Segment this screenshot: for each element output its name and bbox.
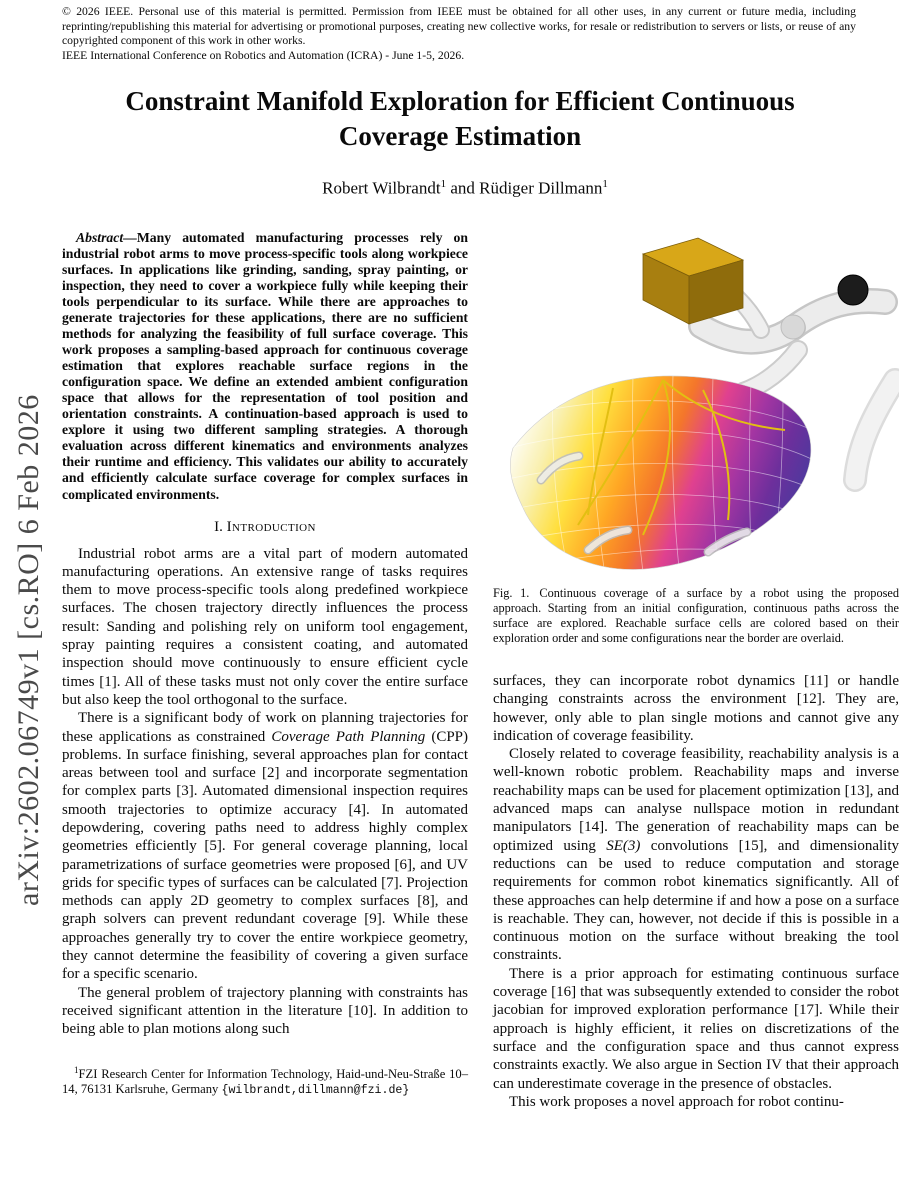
arxiv-id-text: arXiv:2602.06749v1 [cs.RO] 6 Feb 2026 <box>12 394 45 906</box>
two-column-body <box>62 230 899 1111</box>
intro-paragraph-2-pre: There is a significant body of work on planning trajectories for these applications as constrained <box>62 710 468 745</box>
related-work-paragraph-2-pre: Closely related to coverage feasibility, reachability analysis is a well-known robotic problem. Reachability maps and inverse reachability maps can be used for placement optimization [13], and advanced maps can analyse nullspace motion in redundant manipulators [14]. The generation of reachability maps can be optimized using <box>493 746 899 854</box>
intro-paragraph-2 <box>62 709 468 983</box>
abstract-paragraph <box>62 230 468 503</box>
footnote-text: FZI Research Center for Information Technology, Haid-und-Neu-Straße 10–14, 76131 Karlsruhe, Germany <box>62 1066 468 1097</box>
robot-joint <box>781 315 805 339</box>
affiliation-footnote <box>62 1065 468 1099</box>
intro-paragraph-3: The general problem of trajectory planning with constraints has received significant attention in the literature [10]. In addition to being able to plan motions along such <box>62 984 468 1038</box>
abstract-label: Abstract— <box>76 230 137 245</box>
paper-title: Constraint Manifold Exploration for Efficient Continuous Coverage Estimation <box>125 86 795 152</box>
copyright-block <box>62 5 856 64</box>
figure-1 <box>493 230 899 646</box>
section-number: I. <box>214 518 223 535</box>
intro-paragraph-1: Industrial robot arms are a vital part of modern automated manufacturing operations. An extensive range of tasks requires them to move process-specific tools along predefined workpiece surfaces. The chosen trajectory directly influences the process result: Sanding and polishing rely on uniform tool engagement, spray painting requires a consistent coating, and automated inspection should move continuously to ensure efficient cycle times [1]. All of these tasks must not only cover the entire surface but also keep the tool orthogonal to the surface. <box>62 545 468 708</box>
figure-1-caption <box>493 586 899 646</box>
right-column <box>493 230 899 1111</box>
related-work-paragraph-2-post: convolutions [15], and dimensionality reductions can be used to reduce computation and storage requirements for common robot kinematics significantly. All of these approaches can help determine if and how a pose on a surface is reachable. They can, however, not decide if this is possible in a continuous motion on the surface without breaking the tool constraints. <box>493 837 899 964</box>
copyright-notice: © 2026 IEEE. Personal use of this material is permitted. Permission from IEEE must be obtained for all other uses, in any current or future media, including reprinting/republishing this material for advertising or promotional purposes, creating new collective works, for resale or redistribution to servers or lists, or reuse of any copyrighted component of this work in other works. <box>62 5 856 48</box>
figure-1-image <box>493 230 899 580</box>
cpp-term-italic: Coverage Path Planning <box>271 728 426 745</box>
related-work-paragraph-4: This work proposes a novel approach for robot continu- <box>509 1093 844 1110</box>
figure-1-caption-text: Continuous coverage of a surface by a robot using the proposed approach. Starting from an initial configuration, continuous paths across the surface are explored. Reachable surface cells are colored based on their exploration order and some configurations near the border are overlaid. <box>493 586 899 645</box>
author-2-name: Rüdiger Dillmann <box>479 178 603 198</box>
coverage-surface-shape <box>510 376 811 570</box>
se3-math-term: SE(3) <box>606 837 641 854</box>
gold-box-shape <box>643 238 743 324</box>
author-line <box>62 178 868 199</box>
footnote-mark: 1 <box>74 1064 79 1075</box>
related-work-paragraph-3: There is a prior approach for estimating continuous surface coverage [16] that was subsequently extended to consider the robot jacobian for improved exploration performance [17]. While their approach is highly efficient, it relies on discretizations of the surface and the configuration space and thus cannot express constraints exactly. We also argue in Section IV that their approach can underestimate coverage in the presence of obstacles. <box>493 965 899 1092</box>
arxiv-watermark <box>12 394 46 906</box>
section-title: Introduction <box>226 518 316 535</box>
left-column <box>62 230 468 1099</box>
conference-line: IEEE International Conference on Robotics and Automation (ICRA) - June 1-5, 2026. <box>62 49 465 63</box>
related-work-paragraph-2 <box>493 745 899 965</box>
author-connector: and <box>446 178 480 198</box>
end-effector-joint <box>838 275 868 305</box>
section-heading-introduction <box>62 519 468 536</box>
intro-paragraph-2-post: (CPP) problems. In surface finishing, several approaches plan for contact areas between tool and surface [2] and incorporate segmentation for complex parts [3]. Automated dimensional inspection requires smooth trajectories to optimize accuracy [4]. In automated depowdering, covering paths need to address highly complex geometries efficiently [5]. For general coverage planning, local parametrizations of surface geometries were proposed [6], and UV grids for specific types of surfaces can be calculated [7]. Projection methods can apply 2D geometry to complex surfaces [8], and graph solvers can prevent redundant coverage [9]. While these approaches generally try to cover the entire workpiece geometry, they cannot determine the feasibility of covering a given surface for a specific scenario. <box>62 728 469 983</box>
background-robot-arm <box>855 380 895 480</box>
footnote-email: {wilbrandt,dillmann@fzi.de} <box>221 1084 410 1098</box>
author-1-name: Robert Wilbrandt <box>322 178 441 198</box>
abstract-text: Many automated manufacturing processes rely on industrial robot arms to move process-specific tools along workpiece surfaces. In applications like grinding, sanding, spray painting, or inspection, they need to cover a workpiece fully while keeping their tools perpendicular to its surface. While there are approaches to generate trajectories for these applications, there are no sufficient methods for analyzing the feasibility of full surface coverage. This work proposes a sampling-based approach for continuous coverage estimation that explores reachable surface regions in the configuration space. We define an extended ambient configuration space that allows for the representation of tool position and orientation constraints. A continuation-based approach is used to explore it using two different sampling strategies. A thorough evaluation across different kinematics and environments analyzes their runtime and efficiency. This validates our ability to accurately and efficiently calculate surface coverage for complex surfaces in complicated environments. <box>62 230 468 502</box>
author-1-affiliation-mark: 1 <box>440 178 447 190</box>
related-work-paragraph-1: surfaces, they can incorporate robot dynamics [11] or handle changing constraints across the environment [12]. They are, however, only able to plan single motions and cannot give any indication of coverage feasibility. <box>493 673 899 744</box>
author-2-affiliation-mark: 1 <box>602 178 608 190</box>
figure-1-label: Fig. 1. <box>493 586 530 600</box>
